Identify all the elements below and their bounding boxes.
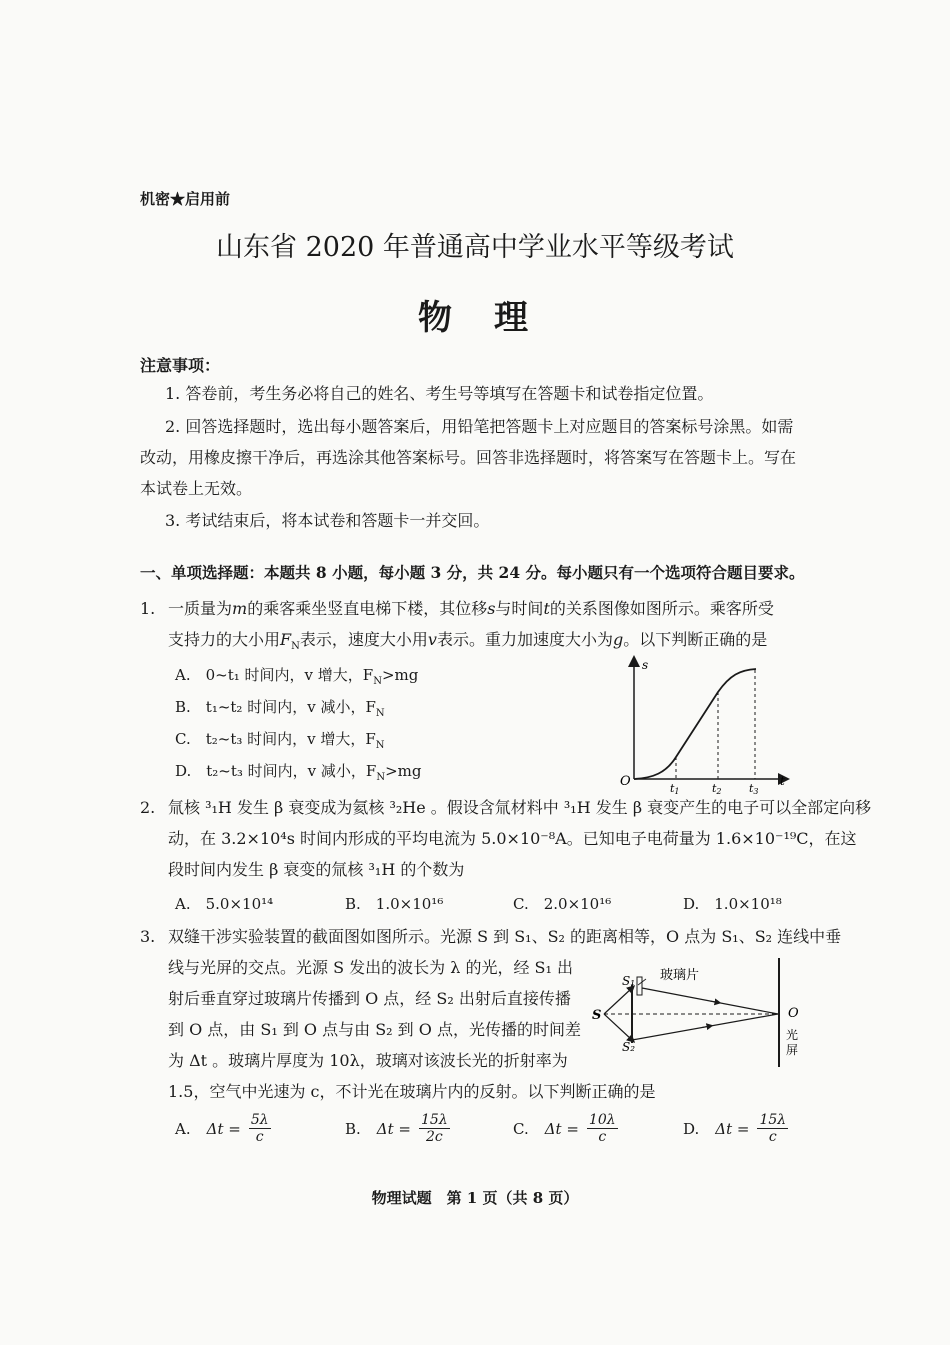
q3-option-c: C. Δt = $\frac{10\lambda}{c}$ [513,1112,616,1145]
label-glass: 玻璃片 [660,968,700,983]
q2-number: 2. [140,798,156,817]
label-S2: S₂ [622,1040,636,1054]
q3-double-slit-diagram [590,955,805,1070]
q1-option-a: A. 0~t₁ 时间内，v 增大，$F_N>mg$ [175,666,419,687]
q3-option-b: B. Δt = $\frac{15\lambda}{2c}$ [345,1112,448,1145]
section-1-heading: 一、单项选择题：本题共 8 小题，每小题 3 分，共 24 分。每小题只有一个选项符合题目要求。 [140,563,805,582]
label-O: O [788,1006,799,1021]
q1-option-b: B. t₁~t₂ 时间内，v 减小，$F_N$ [175,698,385,719]
q3-number: 3. [140,927,156,946]
graph-origin-label: O [620,774,631,789]
graph-t3-label: t3 [749,782,759,795]
q3-line-2: 线与光屏的交点。光源 S 发出的波长为 λ 的光，经 S₁ 出 [168,958,573,977]
label-S1: S₁ [622,974,636,988]
graph-t1-label: t1 [670,782,680,795]
label-screen-1: 光 [786,1028,799,1042]
notice-item-2-line-1: 2. 回答选择题时，选出每小题答案后，用铅笔把答题卡上对应题目的答案标号涂黑。如需 [165,417,794,436]
ray-s-s1 [604,988,632,1014]
page-footer: 物理试题 第 1 页（共 8 页） [371,1189,579,1207]
q2-option-a: A. 5.0×10¹⁴ [175,895,274,913]
q1-option-c: C. t₂~t₃ 时间内，v 增大，$F_N$ [175,730,385,751]
q1-option-d: D. t₂~t₃ 时间内，v 减小，$F_N>mg$ [175,762,422,783]
graph-t2-label: t2 [712,782,722,795]
q1-displacement-time-graph [618,655,793,795]
ray-s-s2 [604,1014,632,1040]
q2-line-1: 氚核 ³₁H 发生 β 衰变成为氦核 ³₂He 。假设含氚材料中 ³₁H 发生 β 衰变产生的电子可以全部定向移 [168,798,872,817]
label-screen-2: 屏 [786,1043,799,1057]
notice-item-3: 3. 考试结束后，将本试卷和答题卡一并交回。 [165,511,490,530]
q1-number: 1. [140,599,156,618]
notice-item-2-line-3: 本试卷上无效。 [140,479,253,498]
classification-label: 机密★启用前 [140,190,231,208]
q2-option-c: C. 2.0×10¹⁶ [513,895,612,913]
graph-curve [634,669,756,779]
q3-line-4: 到 O 点，由 S₁ 到 O 点与由 S₂ 到 O 点，光传播的时间差 [168,1020,581,1039]
q2-line-2: 动，在 3.2×10⁴s 时间内形成的平均电流为 5.0×10⁻⁸A。已知电子电荷量为 1.6×10⁻¹⁹C，在这 [168,829,857,848]
q2-line-3: 段时间内发生 β 衰变的氚核 ³₁H 的个数为 [168,860,465,879]
q3-line-1: 双缝干涉实验装置的截面图如图所示。光源 S 到 S₁、S₂ 的距离相等，O 点为 S₁、S₂ 连线中垂 [168,927,842,946]
q1-line-1: 一质量为m的乘客乘坐竖直电梯下楼，其位移s与时间t的关系图像如图所示。乘客所受 [168,599,774,618]
q3-line-3: 射后垂直穿过玻璃片传播到 O 点，经 S₂ 出射后直接传播 [168,989,571,1008]
notice-item-2-line-2: 改动，用橡皮擦干净后，再选涂其他答案标号。回答非选择题时，将答案写在答题卡上。写在 [140,448,797,467]
q3-option-a: A. Δt = $\frac{5\lambda}{c}$ [175,1112,269,1145]
graph-t-label: t [780,774,785,788]
label-S: S [592,1008,602,1023]
q2-option-b: B. 1.0×10¹⁶ [345,895,444,913]
q3-line-6: 1.5，空气中光速为 c，不计光在玻璃片内的反射。以下判断正确的是 [168,1082,656,1101]
exam-title: 山东省 2020 年普通高中学业水平等级考试 [216,232,734,263]
graph-s-label: s [642,658,649,672]
notice-heading: 注意事项： [140,356,221,375]
q3-line-5: 为 Δt 。玻璃片厚度为 10λ，玻璃对该波长光的折射率为 [168,1051,568,1070]
subject-title: 物 理 [418,298,532,338]
q3-option-d: D. Δt = $\frac{15\lambda}{c}$ [683,1112,787,1145]
q2-option-d: D. 1.0×10¹⁸ [683,895,782,913]
notice-item-1: 1. 答卷前，考生务必将自己的姓名、考生号等填写在答题卡和试卷指定位置。 [165,384,714,403]
q1-line-2: 支持力的大小用$F_N$表示，速度大小用v表示。重力加速度大小为g。以下判断正确的是 [168,630,768,653]
glass-plate [637,977,642,995]
